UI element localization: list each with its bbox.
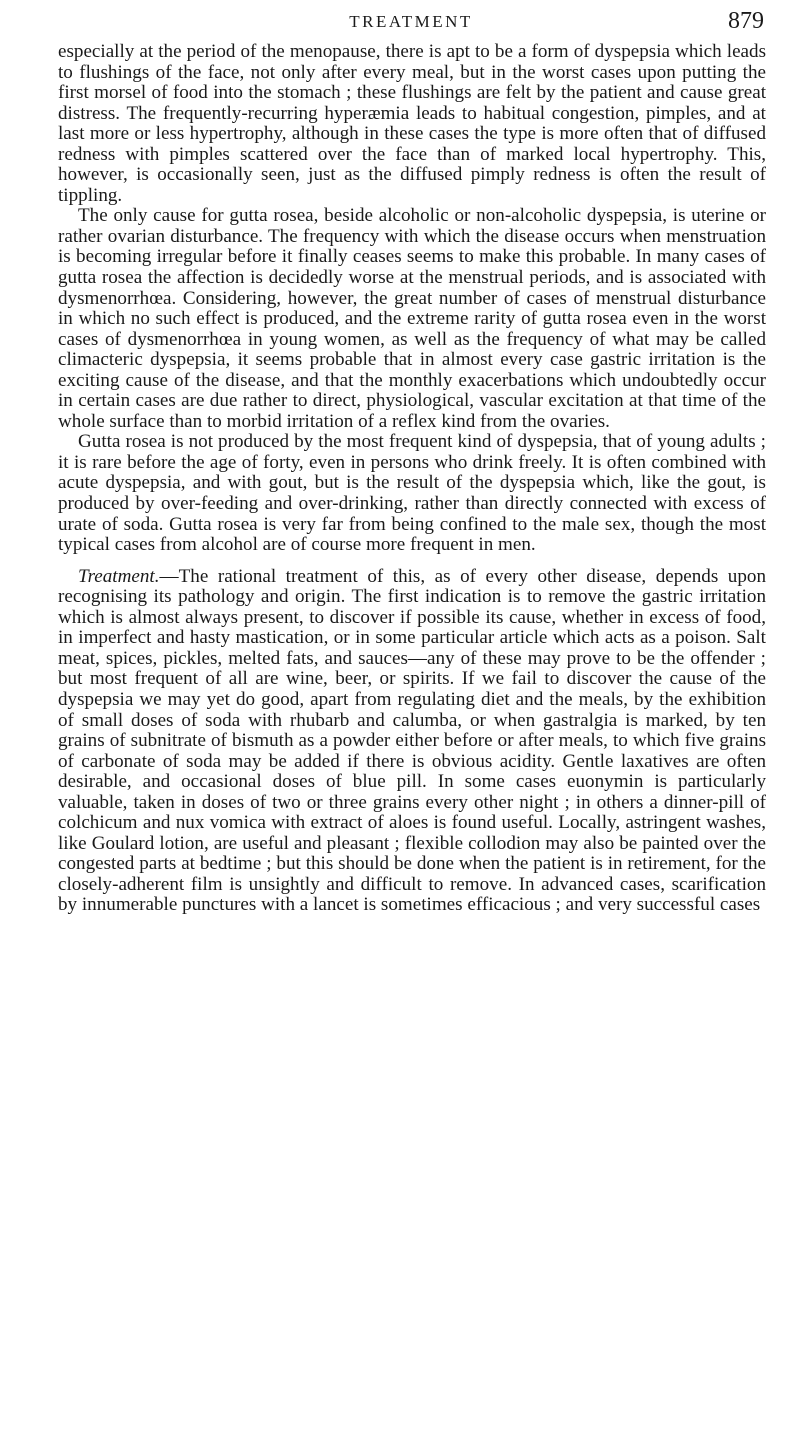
running-head: TREATMENT bbox=[349, 12, 473, 31]
treatment-heading: Treatment. bbox=[78, 565, 160, 587]
paragraph-treatment bbox=[58, 567, 766, 916]
page-header bbox=[58, 8, 764, 44]
body-text bbox=[58, 42, 766, 916]
paragraph-text: especially at the period of the menopause, there is apt to be a form of dyspepsia which leads to flushings of the face, not only after every meal, but in the worst cases upon putting the first morsel of food into the stomach ; these flushings are felt by the patient and cause great distress. The frequently-recurring hyperæmia leads to habitual congestion, pimples, and at last more or less hypertrophy, although in these cases the type is more often that of diffused redness with pimples scattered over the face than of marked local hypertrophy. This, however, is occasionally seen, just as the diffused pimply redness is often the result of tippling. bbox=[58, 41, 766, 206]
paragraph-text: The only cause for gutta rosea, beside alcoholic or non-alcoholic dyspepsia, is uterine or rather ovarian disturbance. The frequency with which the disease occurs when menstruation is becoming irregular before it finally ceases seems to make this probable. In many cases of gutta rosea the affection is decidedly worse at the menstrual periods, and is associated with dysmenorrhœa. Considering, however, the great number of cases of menstrual disturbance in which no such effect is produced, and the extreme rarity of gutta rosea even in the worst cases of dysmenorrhœa in young women, as well as the frequency of what may be called climacteric dyspepsia, it seems probable that in almost every case gastric irritation is the exciting cause of the disease, and that the monthly exacerbations which undoubtedly occur in certain cases are due rather to direct, physiological, vascular excitation at that time of the whole surface than to morbid irritation of a reflex kind from the ovaries. bbox=[58, 205, 766, 432]
page-number: 879 bbox=[728, 8, 764, 34]
paragraph-text: Gutta rosea is not produced by the most frequent kind of dyspepsia, that of young adults ; it is rare before the age of forty, even in persons who drink freely. It is often combined with acute dyspepsia, and with gout, but is the result of the dyspepsia which, like the gout, is produced by over-feeding and over-drinking, rather than directly connected with excess of urate of soda. Gutta rosea is very far from being confined to the male sex, though the most typical cases from alcohol are of course more frequent in men. bbox=[58, 431, 766, 556]
paragraph-dyspepsia-age bbox=[58, 432, 766, 555]
paragraph-text: —The rational treatment of this, as of every other disease, depends upon recognising its pathology and origin. The first indication is to remove the gastric irritation which is almost always present, to discover if possible its cause, whether in excess of food, in imperfect and hasty mastication, or in some particular article which acts as a poison. Salt meat, spices, pickles, melted fats, and sauces—any of these may prove to be the offender ; but most frequent of all are wine, beer, or spirits. If we fail to discover the cause of the dyspepsia we may yet do good, apart from regulating diet and the meals, by the exhibition of small doses of soda with rhubarb and calumba, or when gastralgia is marked, by ten grains of subnitrate of bismuth as a powder either before or after meals, to which five grains of carbonate of soda may be added if there is obvious acidity. Gentle laxatives are often desirable, and occasional doses of blue pill. In some cases euonymin is particularly valuable, taken in doses of two or three grains every other night ; in others a dinner-pill of colchicum and nux vomica with extract of aloes is found useful. Locally, astringent washes, like Goulard lotion, are useful and pleasant ; flexible collodion may also be painted over the congested parts at bedtime ; but this should be done when the patient is in retirement, for the closely-adherent film is unsightly and difficult to remove. In advanced cases, scarification by innumerable punctures with a lancet is sometimes efficacious ; and very successful cases bbox=[58, 565, 766, 916]
paragraph-menopause-dyspepsia bbox=[58, 42, 766, 206]
paragraph-uterine-cause bbox=[58, 206, 766, 432]
